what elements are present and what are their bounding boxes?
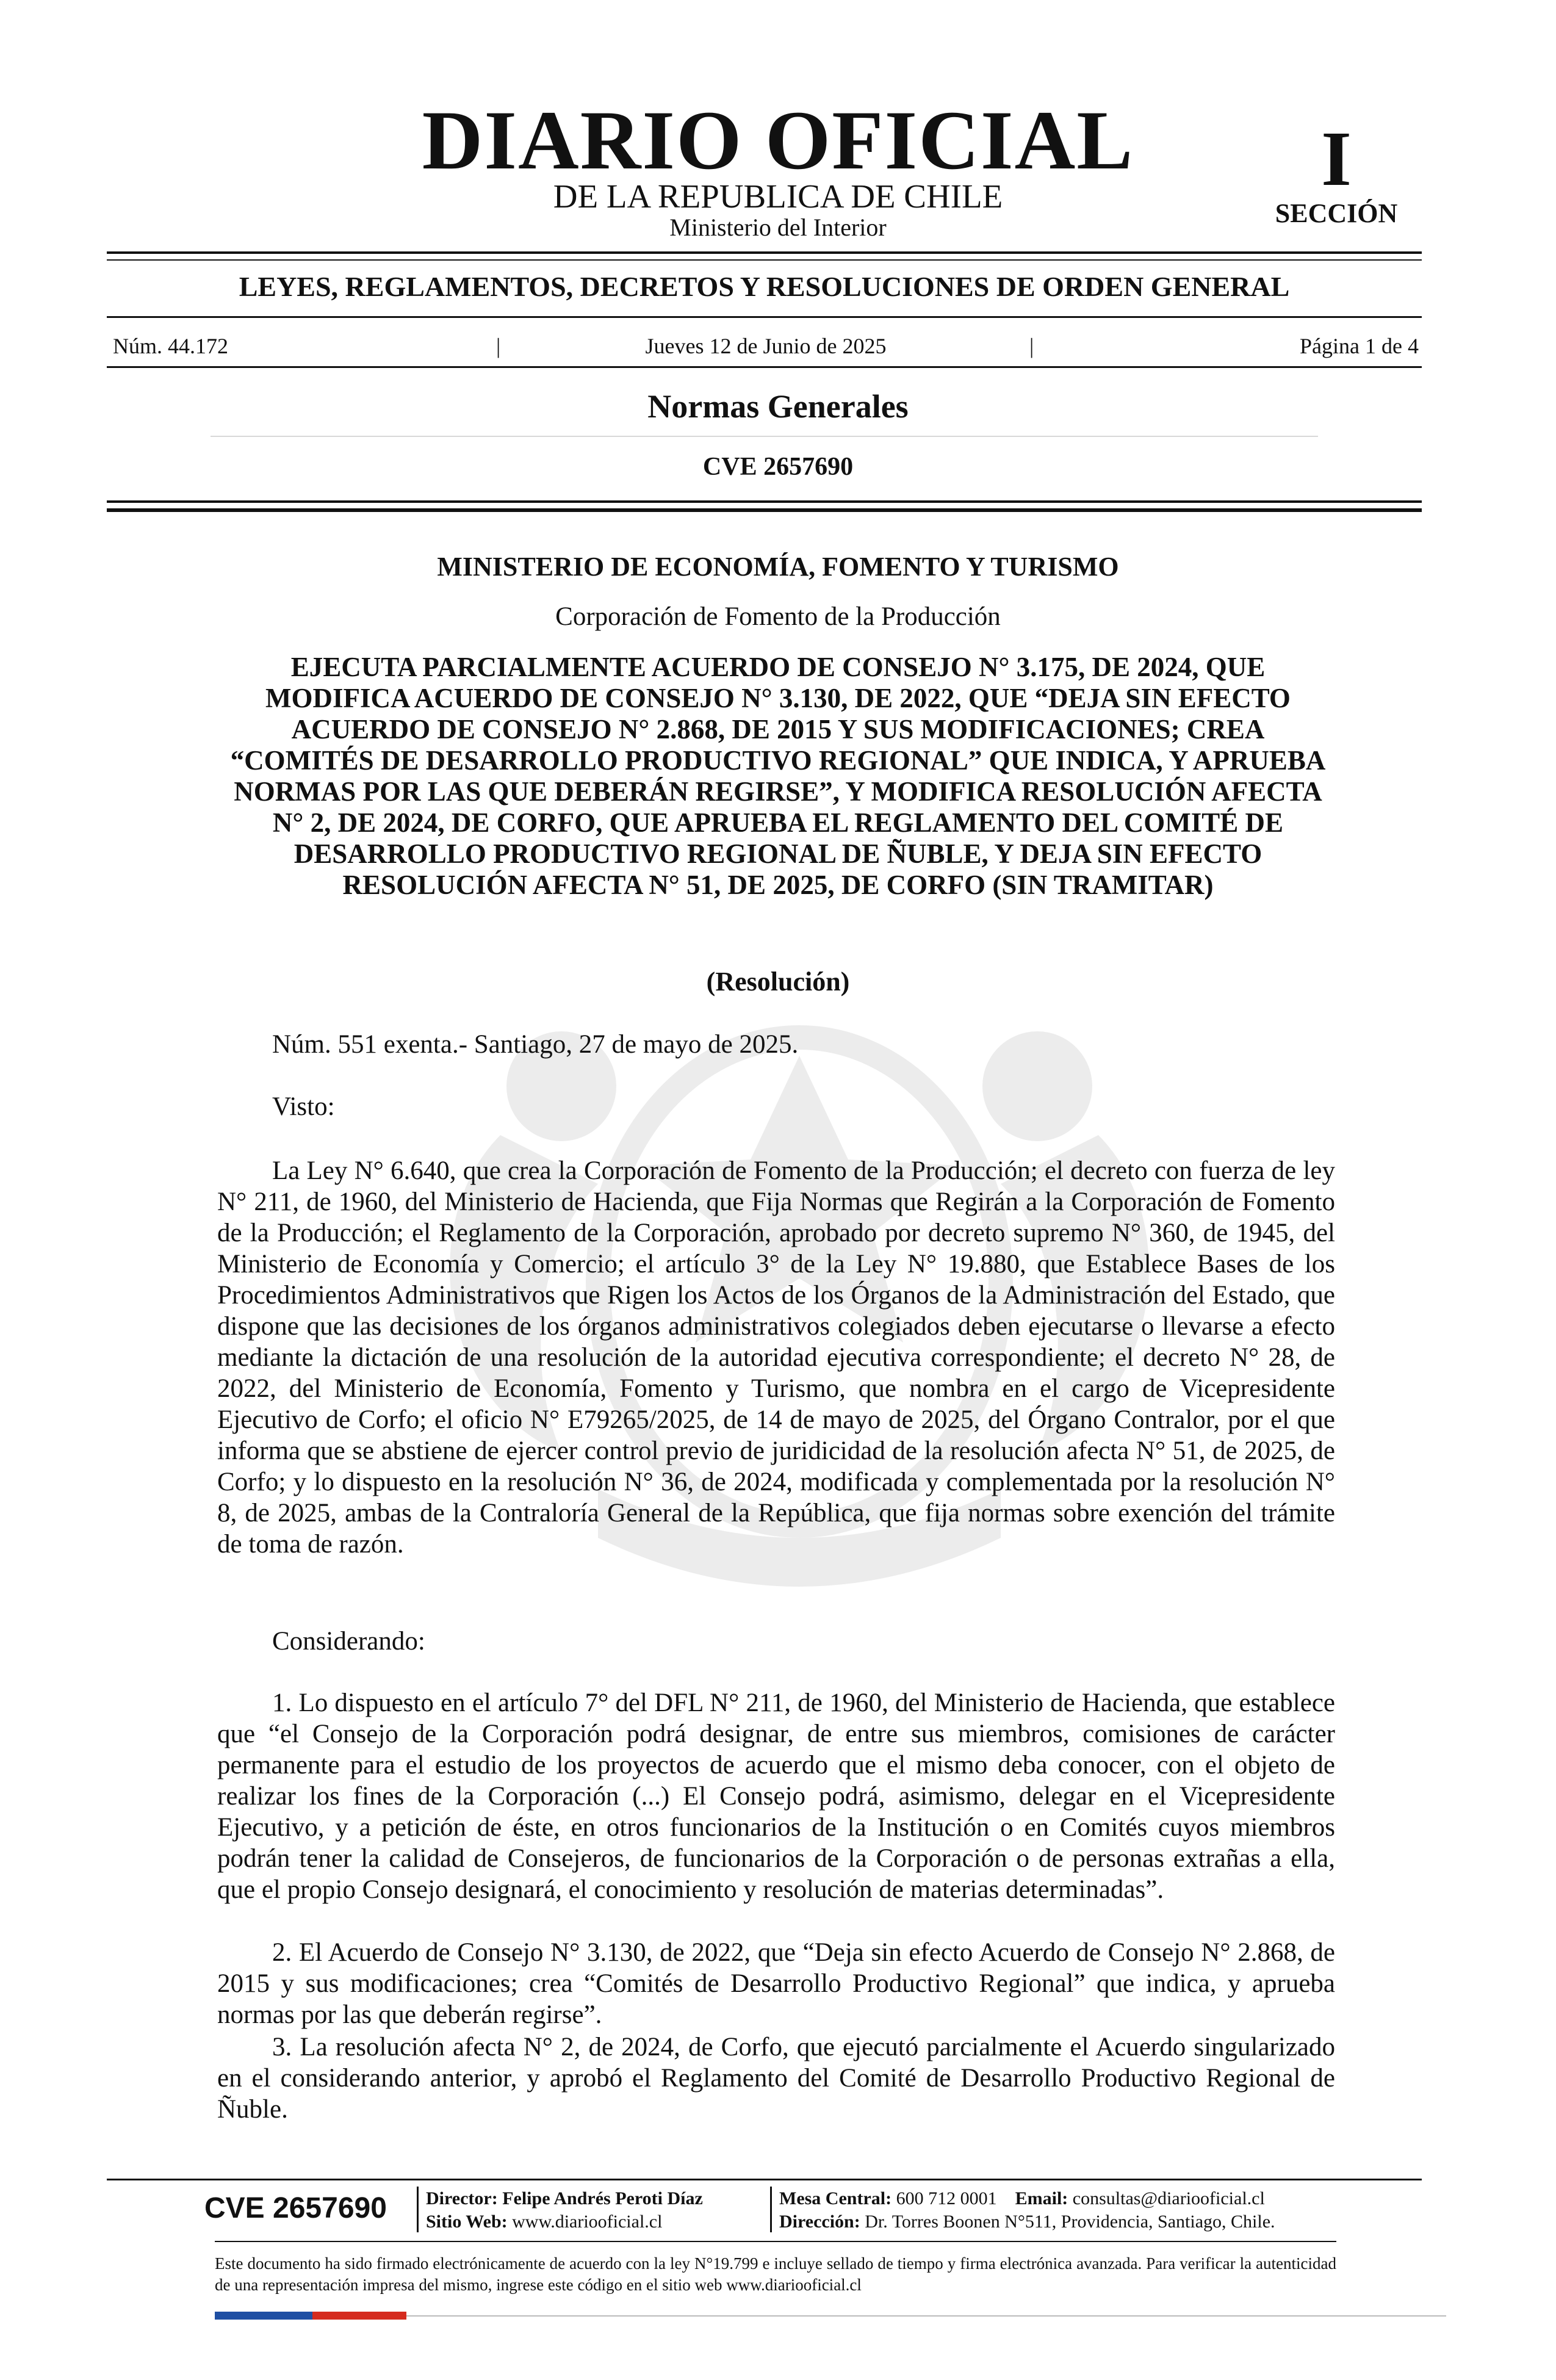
flag-stripe-red: [312, 2312, 406, 2320]
footer-separator: [770, 2187, 772, 2232]
document-type: (Resolución): [706, 967, 850, 997]
issue-info-row: [113, 331, 1419, 361]
footer-bottom-rule: [406, 2315, 1446, 2317]
considerando-item: 3. La resolución afecta N° 2, de 2024, de Corfo, que ejecutó parcialmente el Acuerdo singularizado en el considerando anterior, y aprobó el Reglamento del Comité de Desarrollo Productivo Regional de Ñuble.: [217, 2033, 1335, 2124]
website-link[interactable]: www.diariooficial.cl: [512, 2212, 663, 2232]
director-name: Felipe Andrés Peroti Díaz: [502, 2188, 703, 2209]
cve-divider: [107, 500, 1422, 503]
footer-divider: [107, 2179, 1422, 2180]
footer-director-block: [426, 2187, 703, 2234]
newspaper-title: DIARIO OFICIAL: [422, 93, 1134, 187]
section-number: I: [1321, 115, 1352, 202]
footer-legal-note: Este documento ha sido firmado electrónicamente de acuerdo con la ley N°19.799 e incluye sellado de tiempo y firma electrónica avanzada. Para verificar la autenticidad de una representación impresa del mismo, ingrese este código en el sitio web www.diariooficial.cl: [215, 2254, 1336, 2294]
considerando-item: 1. Lo dispuesto en el artículo 7° del DFL N° 211, de 1960, del Ministerio de Hacienda, que establece que “el Consejo de la Corporación podrá designar, de entre sus miembros, comisiones de carácter permanente para el estudio de los proyectos de acuerdo que el mismo deba conocer, con el objeto de realizar los fines de la Corporación (...) El Consejo podrá, asimismo, delegar en el Vicepresidente Ejecutivo, y a petición de éste, en otros funcionarios de la Institución o en Comités cuyos miembros podrán tener la calidad de Consejeros, de funcionarios de la Corporación o de personas extrañas a ella, que el propio Consejo designará, el conocimiento y resolución de materias determinadas”.: [217, 1689, 1335, 1904]
section-label: SECCIÓN: [1275, 198, 1398, 228]
category-underline: [211, 436, 1318, 437]
visto-label: Visto:: [272, 1092, 335, 1121]
heading-divider: [107, 316, 1422, 318]
publication-heading: LEYES, REGLAMENTOS, DECRETOS Y RESOLUCIONES DE ORDEN GENERAL: [239, 271, 1290, 302]
newspaper-subtitle: DE LA REPUBLICA DE CHILE: [553, 178, 1003, 215]
flag-stripe-blue: [215, 2312, 312, 2320]
footer-separator: [417, 2187, 419, 2232]
document-title: EJECUTA PARCIALMENTE ACUERDO DE CONSEJO N° 3.175, DE 2024, QUE MODIFICA ACUERDO DE CONSEJO N° 3.130, DE 2022, QUE “DEJA SIN EFECTO ACUERDO DE CONSEJO N° 2.868, DE 2015 Y SUS MODIFICACIONES; CREA “COMITÉS DE DESARROLLO PRODUCTIVO REGIONAL” QUE INDICA, Y APRUEBA NORMAS POR LAS QUE DEBERÁN REGIRSE”, Y MODIFICA RESOLUCIÓN AFECTA N° 2, DE 2024, DE CORFO, QUE APRUEBA EL REGLAMENTO DEL COMITÉ DE DESARROLLO PRODUCTIVO REGIONAL DE ÑUBLE, Y DEJA SIN EFECTO RESOLUCIÓN AFECTA N° 51, DE 2025, DE CORFO (SIN TRAMITAR): [230, 652, 1326, 900]
email-label: Email:: [1015, 2188, 1068, 2209]
phone-label: Mesa Central:: [779, 2188, 892, 2209]
website-label: Sitio Web:: [426, 2212, 508, 2232]
cve-code: CVE 2657690: [702, 453, 854, 481]
issue-number: Núm. 44.172: [113, 334, 228, 358]
ministry-label: Ministerio del Interior: [669, 214, 887, 241]
masthead-divider: [107, 251, 1422, 254]
ministry-heading: MINISTERIO DE ECONOMÍA, FOMENTO Y TURISMO: [437, 552, 1119, 582]
issue-divider: [107, 366, 1422, 368]
considerando-item: 2. El Acuerdo de Consejo N° 3.130, de 2022, que “Deja sin efecto Acuerdo de Consejo N° 2.868, de 2015 y sus modificaciones; crea “Comités de Desarrollo Productivo Regional” que indica, y aprueba normas por las que deberán regirse”.: [217, 1938, 1335, 2029]
footer-contact-block: [779, 2187, 1275, 2234]
director-label: Director:: [426, 2188, 498, 2209]
footer-cve-code: CVE 2657690: [204, 2192, 387, 2224]
issue-separator: |: [496, 334, 501, 358]
email-link[interactable]: consultas@diariooficial.cl: [1072, 2188, 1265, 2209]
masthead-divider-thin: [107, 259, 1422, 261]
page-indicator: Página 1 de 4: [1300, 334, 1419, 358]
footer-note-divider: [215, 2241, 1336, 2242]
address-label: Dirección:: [779, 2212, 860, 2232]
phone-number: 600 712 0001: [896, 2188, 997, 2209]
issue-separator: |: [1029, 334, 1034, 358]
issue-date: Jueves 12 de Junio de 2025: [645, 334, 887, 358]
cve-divider-thick: [107, 508, 1422, 512]
category-title: Normas Generales: [647, 388, 909, 425]
visto-paragraph: La Ley N° 6.640, que crea la Corporación de Fomento de la Producción; el decreto con fuerza de ley N° 211, de 1960, del Ministerio de Hacienda, que Fija Normas que Regirán a la Corporación de Fomento de la Producción; el Reglamento de la Corporación, aprobado por decreto supremo N° 360, de 1945, del Ministerio de Economía y Comercio; el artículo 3° de la Ley N° 19.880, que Establece Bases de los Procedimientos Administrativos que Rigen los Actos de los Órganos de la Administración del Estado, que dispone que las decisiones de los órganos administrativos colegiados deben ejecutarse o llevarse a efecto mediante la dictación de una resolución de la autoridad ejecutiva correspondiente; el decreto N° 28, de 2022, del Ministerio de Economía, Fomento y Turismo, que nombra en el cargo de Vicepresidente Ejecutivo de Corfo; el oficio N° E79265/2025, de 14 de mayo de 2025, del Órgano Contralor, por el que informa que se abstiene de ejercer control previo de juridicidad de la resolución afecta N° 51, de 2025, de Corfo; y lo dispuesto en la resolución N° 36, de 2024, modificada y complementada por la resolución N° 8, de 2025, ambas de la Contraloría General de la República, que fija normas sobre exención del trámite de toma de razón.: [217, 1156, 1335, 1559]
address-value: Dr. Torres Boonen N°511, Providencia, Santiago, Chile.: [865, 2212, 1275, 2232]
agency-name: Corporación de Fomento de la Producción: [555, 602, 1001, 631]
resolution-number-line: Núm. 551 exenta.- Santiago, 27 de mayo de 2025.: [272, 1030, 799, 1059]
considerando-label: Considerando:: [272, 1627, 425, 1656]
